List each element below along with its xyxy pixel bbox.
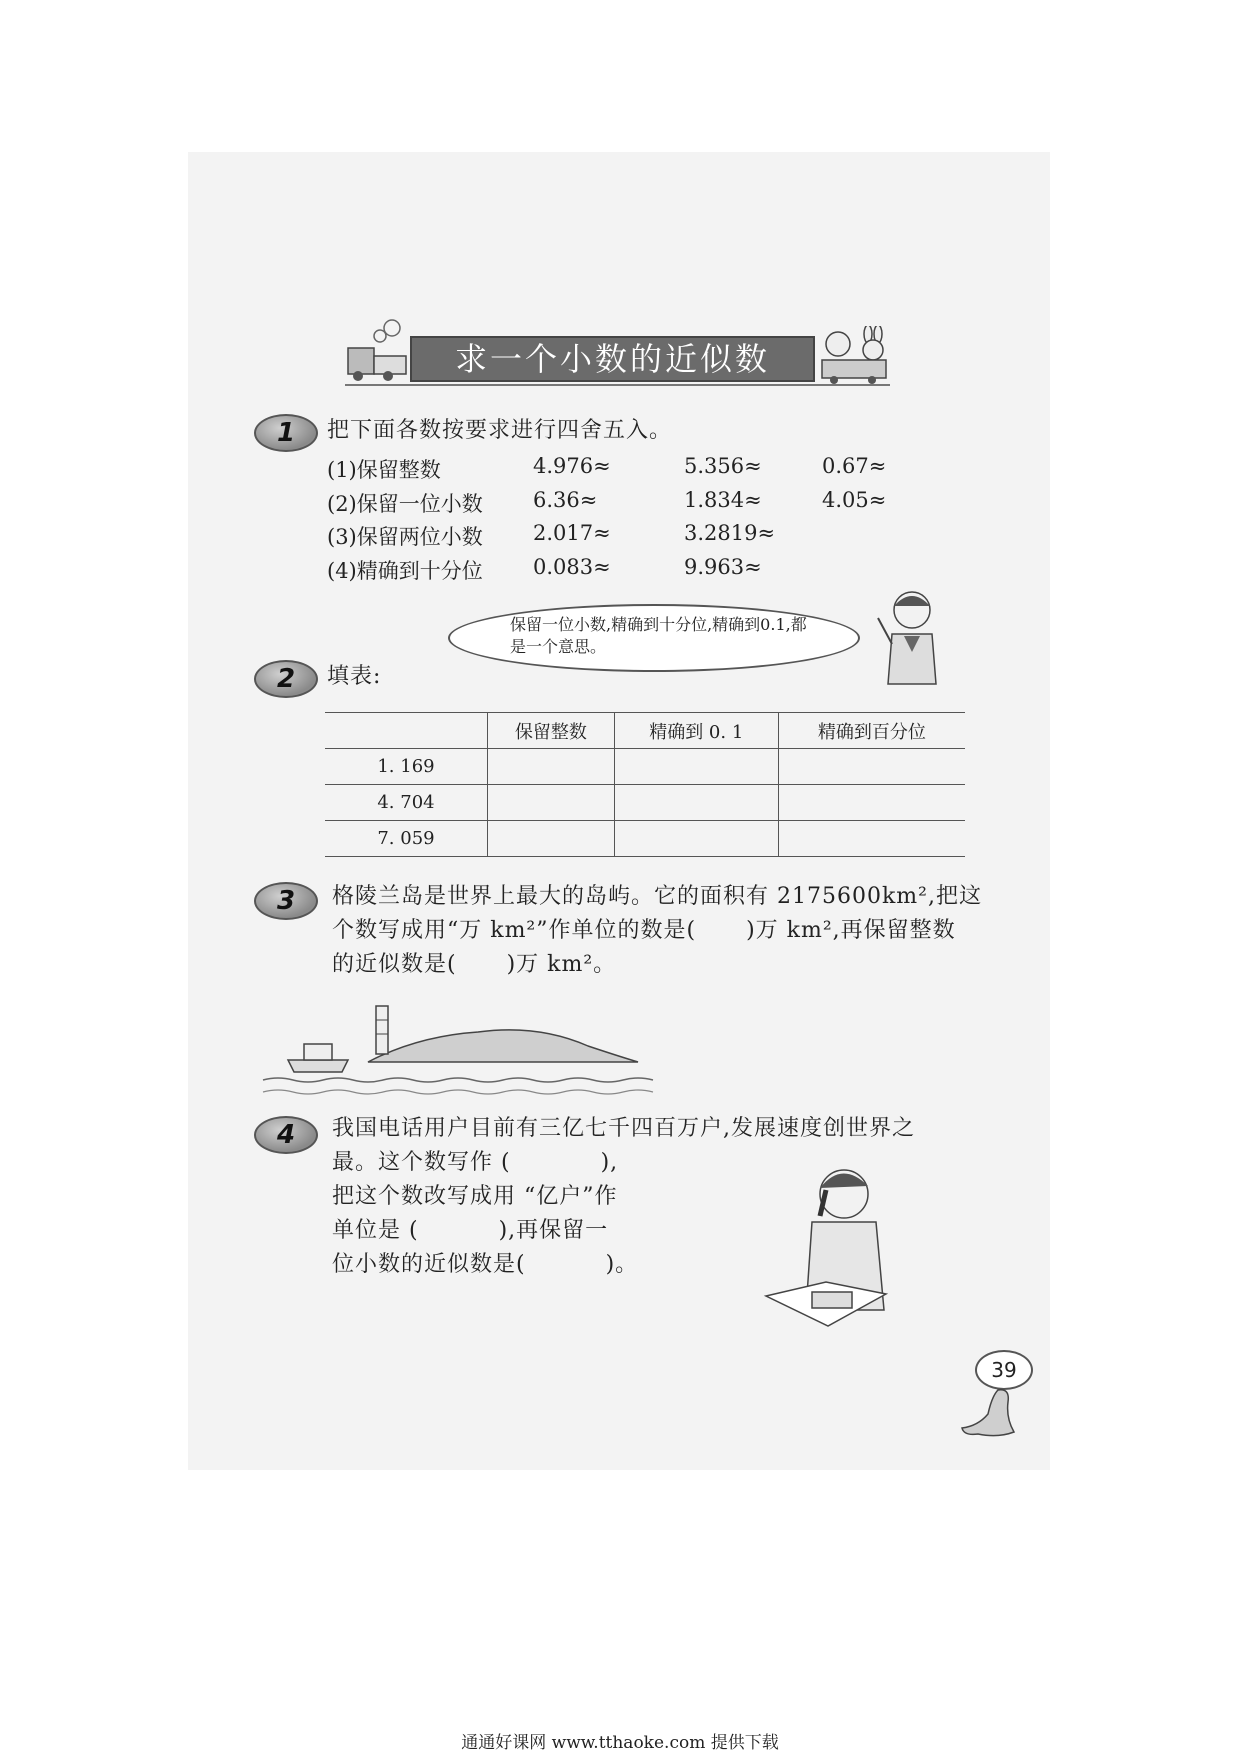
table-header: 精确到百分位 xyxy=(778,713,965,749)
tip-speech-bubble: 保留一位小数,精确到十分位,精确到0.1,都是一个意思。 xyxy=(448,604,860,672)
table-header: 保留整数 xyxy=(488,713,615,749)
answer-cell[interactable] xyxy=(778,785,965,821)
q1-item: 1.834≈ xyxy=(684,488,762,512)
q3-text: 个数写成用“万 km²”作单位的数是( xyxy=(332,918,697,943)
table-row-value: 4. 704 xyxy=(325,785,488,821)
q1-row-label: (2)保留一位小数 xyxy=(327,492,483,516)
q1-item: 4.976≈ xyxy=(533,454,611,478)
q1-item: 6.36≈ xyxy=(533,488,598,512)
question-1-prompt: 把下面各数按要求进行四舍五入。 xyxy=(327,418,673,443)
title-underline xyxy=(345,384,890,386)
table-row xyxy=(325,821,965,857)
answer-cell[interactable] xyxy=(488,821,615,857)
seal-illustration xyxy=(958,1384,1028,1444)
q3-line-1: 格陵兰岛是世界上最大的岛屿。它的面积有 2175600km²,把这 xyxy=(332,884,982,909)
q1-item: 9.963≈ xyxy=(684,555,762,579)
q4-text: ),再保留一 xyxy=(498,1218,609,1243)
q3-text: )万 km²,再保留整数 xyxy=(746,918,956,943)
table-header: 精确到 0. 1 xyxy=(614,713,778,749)
q4-line-1: 我国电话用户目前有三亿七千四百万户,发展速度创世界之 xyxy=(332,1116,915,1141)
island-lighthouse-illustration xyxy=(258,996,678,1100)
question-2-prompt: 填表: xyxy=(327,664,382,689)
question-1-badge: 1 xyxy=(254,414,318,452)
question-2-badge: 2 xyxy=(254,660,318,698)
question-4-badge: 4 xyxy=(254,1116,318,1154)
q4-line-3: 把这个数改写成用 “亿户”作 xyxy=(332,1184,618,1209)
q1-item: 2.017≈ xyxy=(533,521,611,545)
q1-item: 0.67≈ xyxy=(822,454,887,478)
q1-item: 0.083≈ xyxy=(533,555,611,579)
table-row xyxy=(325,785,965,821)
q1-row-label: (3)保留两位小数 xyxy=(327,525,483,549)
table-row-value: 1. 169 xyxy=(325,749,488,785)
q3-line-2 xyxy=(332,914,992,948)
q4-text: ), xyxy=(600,1150,619,1175)
question-3-text xyxy=(332,880,992,982)
q1-item: 3.2819≈ xyxy=(684,521,776,545)
table-header xyxy=(325,713,488,749)
footer-credit: 通通好课网 www.tthaoke.com 提供下载 xyxy=(461,1733,779,1753)
page-number: 39 xyxy=(975,1350,1033,1390)
question-3-badge: 3 xyxy=(254,882,318,920)
girl-illustration xyxy=(872,588,944,700)
answer-cell[interactable] xyxy=(778,821,965,857)
man-on-phone-illustration xyxy=(762,1160,902,1338)
table-header-row xyxy=(325,713,965,749)
animal-friends-illustration xyxy=(812,326,892,384)
answer-cell[interactable] xyxy=(778,749,965,785)
q3-text: 的近似数是( xyxy=(332,952,457,977)
answer-cell[interactable] xyxy=(614,785,778,821)
q3-text: )万 km²。 xyxy=(506,952,617,977)
q4-text: 位小数的近似数是( xyxy=(332,1252,526,1277)
q3-line-3 xyxy=(332,948,992,982)
q1-row-label: (4)精确到十分位 xyxy=(327,559,483,583)
q1-item: 4.05≈ xyxy=(822,488,887,512)
q4-text: )。 xyxy=(605,1252,639,1277)
train-illustration xyxy=(340,318,412,384)
q1-row-label: (1)保留整数 xyxy=(327,458,441,482)
q4-text: 最。这个数写作 ( xyxy=(332,1150,511,1175)
answer-cell[interactable] xyxy=(488,785,615,821)
answer-cell[interactable] xyxy=(614,821,778,857)
q4-text: 单位是 ( xyxy=(332,1218,419,1243)
q1-item: 5.356≈ xyxy=(684,454,762,478)
answer-cell[interactable] xyxy=(488,749,615,785)
fill-in-table xyxy=(325,712,965,857)
table-row-value: 7. 059 xyxy=(325,821,488,857)
table-row xyxy=(325,749,965,785)
page-title: 求一个小数的近似数 xyxy=(410,336,815,382)
answer-cell[interactable] xyxy=(614,749,778,785)
